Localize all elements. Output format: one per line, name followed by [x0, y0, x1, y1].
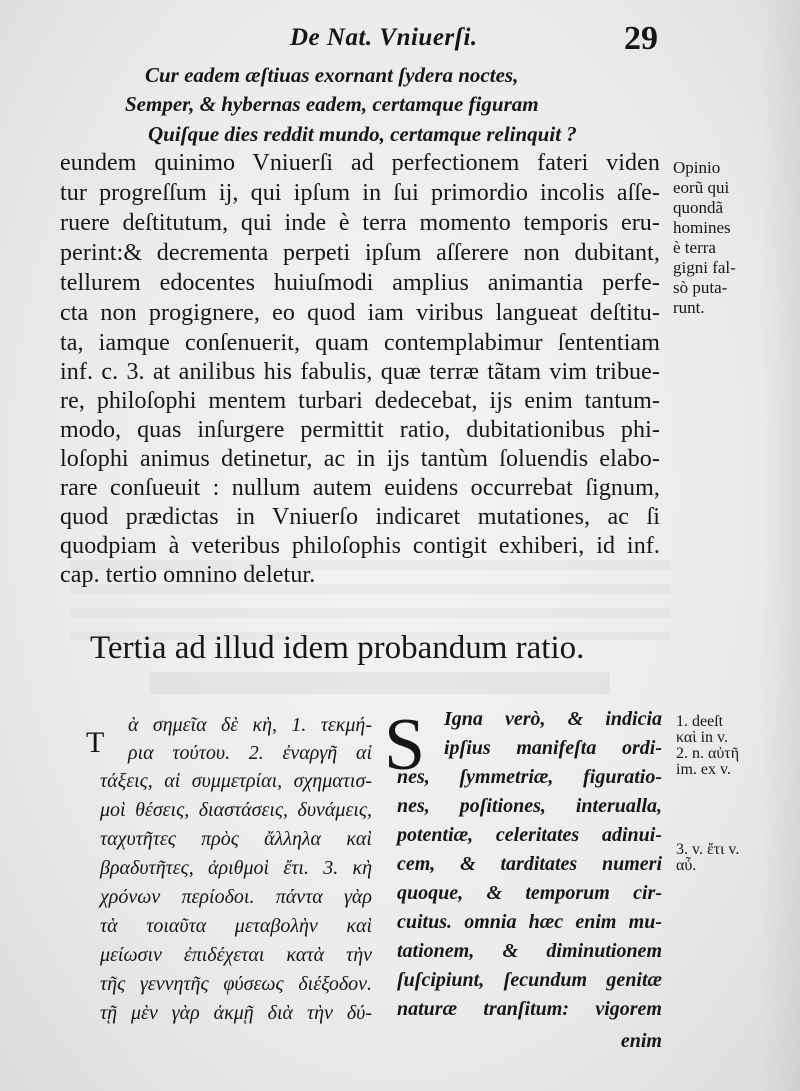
margin-note-line: im. ex v. — [676, 761, 731, 778]
page-number: 29 — [624, 20, 658, 57]
page-edge-shadow — [760, 0, 800, 1091]
greek-line: μοὶ θέσεις, διαστάσεις, δυνάμεις, — [100, 799, 372, 821]
section-title: Tertia ad illud idem probandum ratio. — [90, 630, 585, 666]
greek-line: τάξεις, αἱ συμμετρίαι, σχηματισ- — [100, 770, 372, 792]
latin-dropcap: S — [384, 704, 426, 786]
latin-line: cem, & tarditates numeri — [397, 853, 662, 875]
latin-line: ipſius manifeſta ordi- — [444, 737, 662, 759]
greek-line: ὰ σημεῖα δὲ κὴ, 1. τεκμή- — [128, 714, 372, 736]
body-line: eundem quinimo Vniuerſi ad perfectionem fateri viden — [60, 150, 660, 176]
body-line: ta, iamque conſenuerit, quam contemplabimur ſententiam — [60, 330, 660, 356]
margin-note-line: καὶ in v. — [676, 729, 729, 746]
latin-line: cuitus. omnia hæc enim mu- — [397, 911, 662, 933]
margin-note-line: gigni fal- — [673, 258, 736, 277]
latin-line: enim — [620, 1030, 662, 1052]
margin-note-line: homines — [673, 218, 731, 237]
verse-line: Cur eadem æſtiuas exornant ſydera noctes, — [145, 63, 519, 87]
greek-line: μείωσιν ἐπιδέχεται κατὰ τὴν — [100, 944, 372, 966]
margin-note-line: Opinio — [673, 158, 721, 177]
latin-line: tationem, & diminutionem — [397, 940, 662, 962]
latin-line: ſuſcipiunt, ſecundum genitæ — [397, 969, 662, 991]
greek-line: τῆς γεννητῆς φύσεως διέξοδον. — [100, 973, 372, 995]
running-head: De Nat. Vniuerſi. — [290, 24, 478, 51]
body-line: perint:& decrementa perpeti ipſum aſſerere non dubitant, — [60, 240, 660, 266]
body-line: tellurem edocentes huiuſmodi amplius animantia perfe- — [60, 270, 660, 296]
body-line: cta non progignere, eo quod iam viribus langueat deſtitu- — [60, 300, 660, 326]
margin-note-line: è terra — [673, 238, 716, 257]
body-line: tur progreſſum ij, qui ipſum in ſui primordio incolis aſſe- — [60, 180, 660, 206]
margin-note-line: αὖ. — [676, 857, 697, 874]
latin-line: potentiæ, celeritates adinui- — [397, 824, 662, 846]
body-line: modo, quas inſurgere permittit ratio, dubitationibus phi- — [60, 417, 660, 443]
greek-initial: T — [86, 726, 105, 759]
body-line: loſophi animus detinetur, ac in ijs tantùm ſoluendis elabo- — [60, 446, 660, 472]
margin-note-line: 2. n. αὐτῆ — [676, 745, 740, 762]
body-line: rare conſueuit : nullum autem euidens occurrebat ſignum, — [60, 475, 660, 501]
greek-line: ταχυτῆτες πρὸς ἄλληλα καὶ — [100, 828, 372, 850]
verse-line: Semper, & hybernas eadem, certamque figuram — [125, 92, 539, 116]
margin-note-line: 1. deeſt — [676, 713, 724, 730]
margin-note-line: sò puta- — [673, 278, 728, 297]
body-line: cap. tertio omnino deletur. — [60, 562, 316, 588]
latin-line: Igna verò, & indicia — [444, 708, 662, 730]
body-line: inf. c. 3. at anilibus his fabulis, quæ terræ tãtam vim tribue- — [60, 359, 660, 385]
margin-note-line: 3. v. ἔτι v. — [676, 841, 740, 858]
latin-line: naturæ tranſitum: vigorem — [397, 998, 662, 1020]
margin-note-line: eorũ qui — [673, 178, 730, 197]
body-line: ruere deſtitutum, qui inde è terra momento temporis eru- — [60, 210, 660, 236]
bleed-through — [150, 672, 610, 694]
verse-line: Quiſque dies reddit mundo, certamque relinquit ? — [148, 122, 577, 146]
greek-line: χρόνων περίοδοι. πάντα γὰρ — [100, 886, 372, 908]
body-line: quodpiam à veteribus philoſophis contigit exhiberi, id inf. — [60, 533, 660, 559]
latin-line: nes, ſymmetriæ, figuratio- — [397, 766, 662, 788]
body-line: quod prædictas in Vniuerſo indicaret mutationes, ac ſi — [60, 504, 660, 530]
greek-line: ρια τούτου. 2. ἐναργῆ αἱ — [128, 742, 372, 764]
body-line: re, philoſophi mentem turbari dedecebat, ijs enim tantum- — [60, 388, 660, 414]
latin-line: nes, poſitiones, interualla, — [397, 795, 662, 817]
greek-line: τὰ τοιαῦτα μεταβολὴν καὶ — [100, 915, 372, 937]
margin-note-line: quondã — [673, 198, 724, 217]
greek-line: βραδυτῆτες, ἀριθμοὶ ἔτι. 3. κὴ — [100, 857, 372, 879]
margin-note-line: runt. — [673, 298, 705, 317]
latin-line: quoque, & temporum cir- — [397, 882, 662, 904]
greek-line: τῇ μὲν γὰρ ἀκμῇ διὰ τὴν δύ- — [100, 1002, 372, 1024]
